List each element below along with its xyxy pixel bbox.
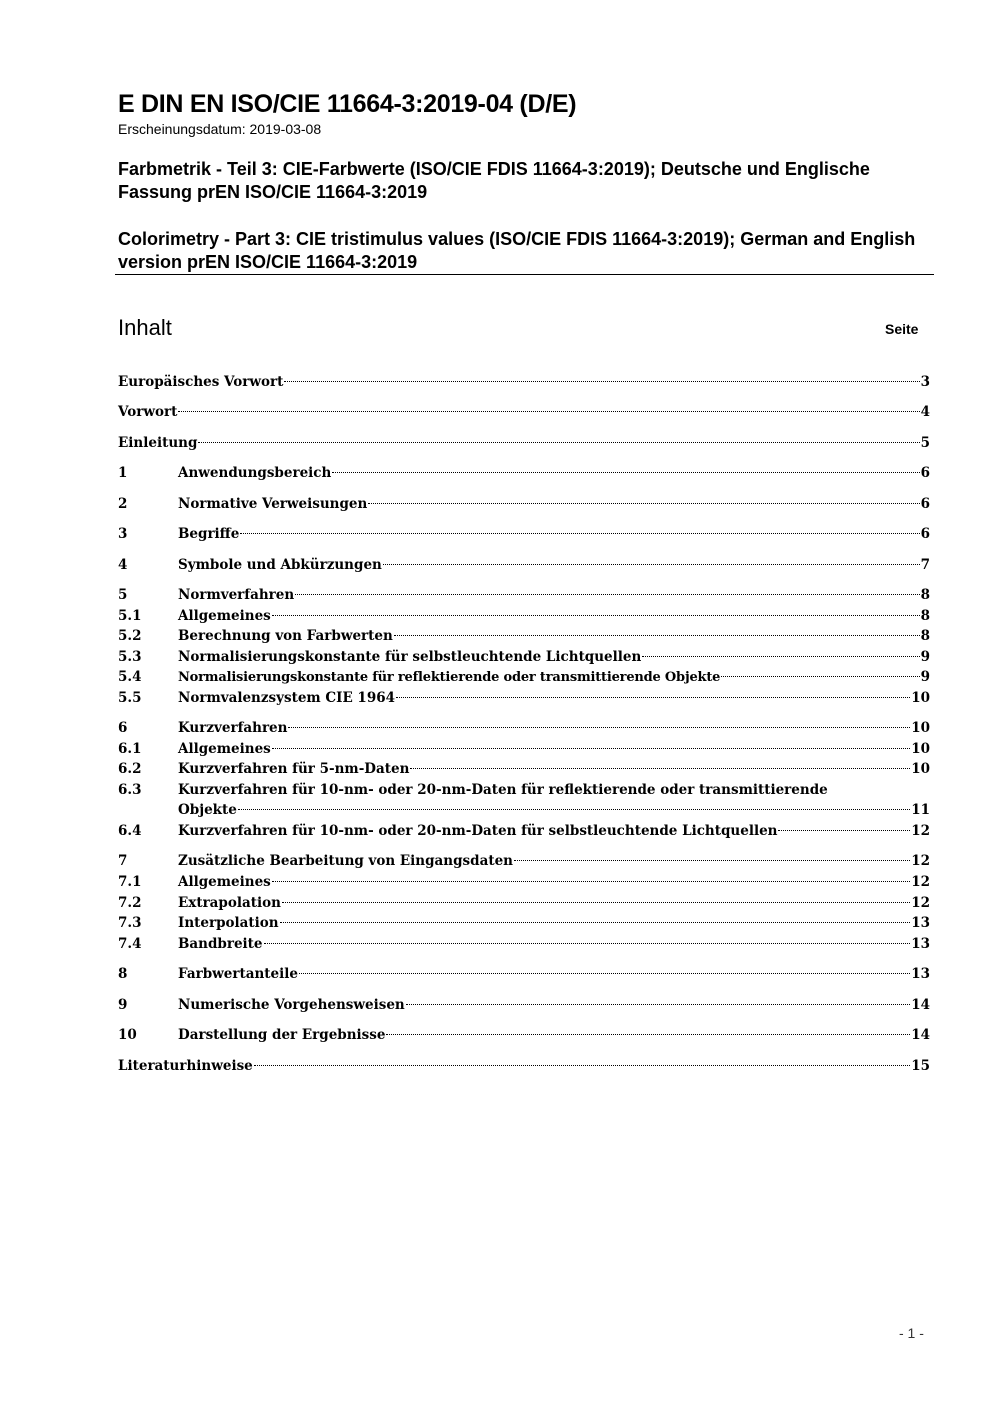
toc-page-label: Seite bbox=[885, 321, 919, 337]
toc-entry-text: Normalisierungskonstante für reflektierende oder transmittierende Objekte bbox=[178, 670, 721, 685]
toc-entry-number: 7 bbox=[118, 853, 128, 869]
toc-entry-number: 5.2 bbox=[118, 628, 142, 644]
toc-leader bbox=[778, 830, 910, 831]
title-german: Farbmetrik - Teil 3: CIE-Farbwerte (ISO/CIE FDIS 11664-3:2019); Deutsche und Englische Fassung prEN ISO/CIE 11664-3:2019 bbox=[118, 159, 870, 202]
toc-entry-text: Anwendungsbereich bbox=[178, 465, 332, 481]
toc-entry-page: 10 bbox=[911, 720, 930, 736]
toc-entry-number: 5.5 bbox=[118, 690, 142, 706]
toc-entry-page: 13 bbox=[911, 966, 930, 982]
toc-entry-2[interactable] bbox=[118, 494, 930, 514]
toc-leader bbox=[254, 1065, 910, 1066]
toc-entry-page: 14 bbox=[911, 997, 930, 1013]
toc-entry-page: 4 bbox=[920, 404, 930, 420]
toc-entry-page: 12 bbox=[911, 823, 930, 839]
toc-entry-7[interactable] bbox=[118, 851, 930, 871]
toc-entry-6[interactable] bbox=[118, 718, 930, 738]
toc-entry-number: 6.3 bbox=[118, 782, 142, 798]
toc-entry-page: 6 bbox=[920, 526, 930, 542]
toc-entry-number: 2 bbox=[118, 496, 128, 512]
toc-entry-page: 8 bbox=[920, 628, 930, 644]
toc-leader bbox=[178, 411, 919, 412]
toc-entry-text: Vorwort bbox=[118, 404, 178, 420]
toc-leader bbox=[396, 697, 910, 698]
toc-entry-6-1[interactable] bbox=[118, 739, 930, 759]
toc-entry-number: 8 bbox=[118, 966, 128, 982]
toc-entry-page: 6 bbox=[920, 496, 930, 512]
toc-entry-text: Normalisierungskonstante für selbstleuchtende Lichtquellen bbox=[178, 649, 642, 665]
toc-entry-number: 6.4 bbox=[118, 823, 142, 839]
toc-entry-number: 10 bbox=[118, 1027, 137, 1043]
toc-leader bbox=[394, 635, 920, 636]
toc-entry-10[interactable] bbox=[118, 1025, 930, 1045]
toc-entry-5-4[interactable] bbox=[118, 667, 930, 687]
toc-entry-page: 12 bbox=[911, 895, 930, 911]
toc-entry-number: 9 bbox=[118, 997, 128, 1013]
toc-entry-page: 13 bbox=[911, 936, 930, 952]
toc-entry-page: 14 bbox=[911, 1027, 930, 1043]
toc-entry-text: Berechnung von Farbwerten bbox=[178, 628, 393, 644]
toc-leader bbox=[282, 902, 910, 903]
toc-entry-7-4[interactable] bbox=[118, 934, 930, 954]
toc-entry-4[interactable] bbox=[118, 555, 930, 575]
toc-entry-6-2[interactable] bbox=[118, 759, 930, 779]
toc-leader bbox=[272, 615, 920, 616]
toc-leader bbox=[295, 594, 919, 595]
toc-leader bbox=[514, 860, 910, 861]
toc-entry-5[interactable] bbox=[118, 585, 930, 605]
toc-entry-6-4[interactable] bbox=[118, 821, 930, 841]
toc-entry-page: 8 bbox=[920, 587, 930, 603]
toc-entry-page: 13 bbox=[911, 915, 930, 931]
toc-entry-7-2[interactable] bbox=[118, 893, 930, 913]
toc-entry-text: Interpolation bbox=[178, 915, 279, 931]
toc-entry-page: 12 bbox=[911, 853, 930, 869]
toc-entry-text: Darstellung der Ergebnisse bbox=[178, 1027, 386, 1043]
toc-entry-page: 15 bbox=[911, 1058, 930, 1074]
toc-entry-page: 9 bbox=[920, 669, 930, 685]
toc-entry-text-continued: Objekte bbox=[178, 802, 237, 818]
toc-leader bbox=[280, 922, 911, 923]
toc-entry-3[interactable] bbox=[118, 524, 930, 544]
toc-entry-number: 7.4 bbox=[118, 936, 142, 952]
toc-entry-page: 10 bbox=[911, 761, 930, 777]
toc-entry-5-5[interactable] bbox=[118, 688, 930, 708]
toc-entry-page: 8 bbox=[920, 608, 930, 624]
toc-leader bbox=[386, 1034, 910, 1035]
toc-heading: Inhalt bbox=[118, 315, 172, 340]
toc-entry-text: Allgemeines bbox=[178, 741, 271, 757]
toc-entry-text: Normvalenzsystem CIE 1964 bbox=[178, 690, 396, 706]
toc-entry-text: Extrapolation bbox=[178, 895, 281, 911]
toc-entry-page: 10 bbox=[911, 741, 930, 757]
toc-entry-page: 7 bbox=[920, 557, 930, 573]
toc-entry-text: Farbwertanteile bbox=[178, 966, 298, 982]
toc-leader bbox=[299, 973, 910, 974]
toc-leader bbox=[368, 503, 919, 504]
toc-entry-text: Allgemeines bbox=[178, 874, 271, 890]
toc-entry-text: Numerische Vorgehensweisen bbox=[178, 997, 405, 1013]
toc-leader bbox=[406, 1004, 910, 1005]
toc-leader bbox=[264, 943, 911, 944]
toc-leader bbox=[284, 381, 919, 382]
header-divider bbox=[115, 274, 934, 275]
toc-entry-9[interactable] bbox=[118, 995, 930, 1015]
toc-entry-text: Symbole und Abkürzungen bbox=[178, 557, 382, 573]
toc-entry-text: Bandbreite bbox=[178, 936, 263, 952]
toc-leader bbox=[272, 748, 910, 749]
toc-entry-number: 6 bbox=[118, 720, 128, 736]
toc-entry-number: 3 bbox=[118, 526, 128, 542]
toc-leader bbox=[721, 676, 919, 677]
toc-leader bbox=[410, 768, 910, 769]
toc-leader bbox=[238, 809, 910, 810]
toc-entry-text: Literaturhinweise bbox=[118, 1058, 253, 1074]
toc-entry-page: 10 bbox=[911, 690, 930, 706]
toc-entry-text: Kurzverfahren für 10-nm- oder 20-nm-Daten für reflektierende oder transmittierende bbox=[178, 782, 828, 798]
toc-entry-page: 6 bbox=[920, 465, 930, 481]
toc-leader bbox=[198, 442, 919, 443]
toc-entry-text: Allgemeines bbox=[178, 608, 271, 624]
toc-entry-1[interactable] bbox=[118, 463, 930, 483]
toc-entry-8[interactable] bbox=[118, 964, 930, 984]
toc-entry-5-2[interactable] bbox=[118, 626, 930, 646]
toc-entry-vorwort[interactable] bbox=[118, 402, 930, 422]
toc-entry-6-3[interactable] bbox=[118, 780, 930, 820]
title-english: Colorimetry - Part 3: CIE tristimulus values (ISO/CIE FDIS 11664-3:2019); German and English version prEN ISO/CIE 11664-3:2019 bbox=[118, 229, 916, 272]
toc-entry-page: 5 bbox=[920, 435, 930, 451]
toc-entry-number: 1 bbox=[118, 465, 128, 481]
toc-entry-europaeisches-vorwort[interactable] bbox=[118, 372, 930, 392]
toc-entry-text: Zusätzliche Bearbeitung von Eingangsdaten bbox=[178, 853, 513, 869]
toc-entry-text: Kurzverfahren für 5-nm-Daten bbox=[178, 761, 410, 777]
toc-entry-number: 7.3 bbox=[118, 915, 142, 931]
toc-entry-text: Kurzverfahren bbox=[178, 720, 288, 736]
toc-entry-number: 6.2 bbox=[118, 761, 142, 777]
toc-entry-number: 6.1 bbox=[118, 741, 142, 757]
toc-entry-text: Kurzverfahren für 10-nm- oder 20-nm-Daten für selbstleuchtende Lichtquellen bbox=[178, 823, 778, 839]
toc-entry-text: Einleitung bbox=[118, 435, 198, 451]
toc-leader bbox=[272, 881, 910, 882]
toc-entry-literaturhinweise[interactable] bbox=[118, 1056, 930, 1076]
toc-entry-number: 5.4 bbox=[118, 669, 142, 685]
toc-entry-5-1[interactable] bbox=[118, 606, 930, 626]
toc-leader bbox=[332, 472, 919, 473]
toc-entry-7-3[interactable] bbox=[118, 913, 930, 933]
toc-leader bbox=[642, 656, 919, 657]
toc-leader bbox=[240, 533, 919, 534]
toc-entry-page: 12 bbox=[911, 874, 930, 890]
toc-entry-number: 5.3 bbox=[118, 649, 142, 665]
toc-entry-einleitung[interactable] bbox=[118, 433, 930, 453]
toc-entry-5-3[interactable] bbox=[118, 647, 930, 667]
toc-leader bbox=[288, 727, 910, 728]
toc-entry-number: 5 bbox=[118, 587, 128, 603]
toc-entry-7-1[interactable] bbox=[118, 872, 930, 892]
toc-entry-text: Europäisches Vorwort bbox=[118, 374, 284, 390]
toc-entry-page: 3 bbox=[920, 374, 930, 390]
toc-entry-number: 7.1 bbox=[118, 874, 142, 890]
toc-entry-continuation bbox=[178, 800, 930, 820]
document-id: E DIN EN ISO/CIE 11664-3:2019-04 (D/E) bbox=[118, 90, 577, 118]
toc-entry-text: Normverfahren bbox=[178, 587, 295, 603]
toc-entry-number: 7.2 bbox=[118, 895, 142, 911]
toc-entry-text: Begriffe bbox=[178, 526, 240, 542]
toc-entry-number: 4 bbox=[118, 557, 128, 573]
toc-leader bbox=[383, 564, 920, 565]
toc-entry-page: 9 bbox=[920, 649, 930, 665]
toc-entry-number: 5.1 bbox=[118, 608, 142, 624]
toc-entry-text: Normative Verweisungen bbox=[178, 496, 368, 512]
publication-date: Erscheinungsdatum: 2019-03-08 bbox=[118, 121, 322, 137]
page-number: - 1 - bbox=[899, 1325, 924, 1341]
toc-entry-page: 11 bbox=[911, 802, 930, 818]
